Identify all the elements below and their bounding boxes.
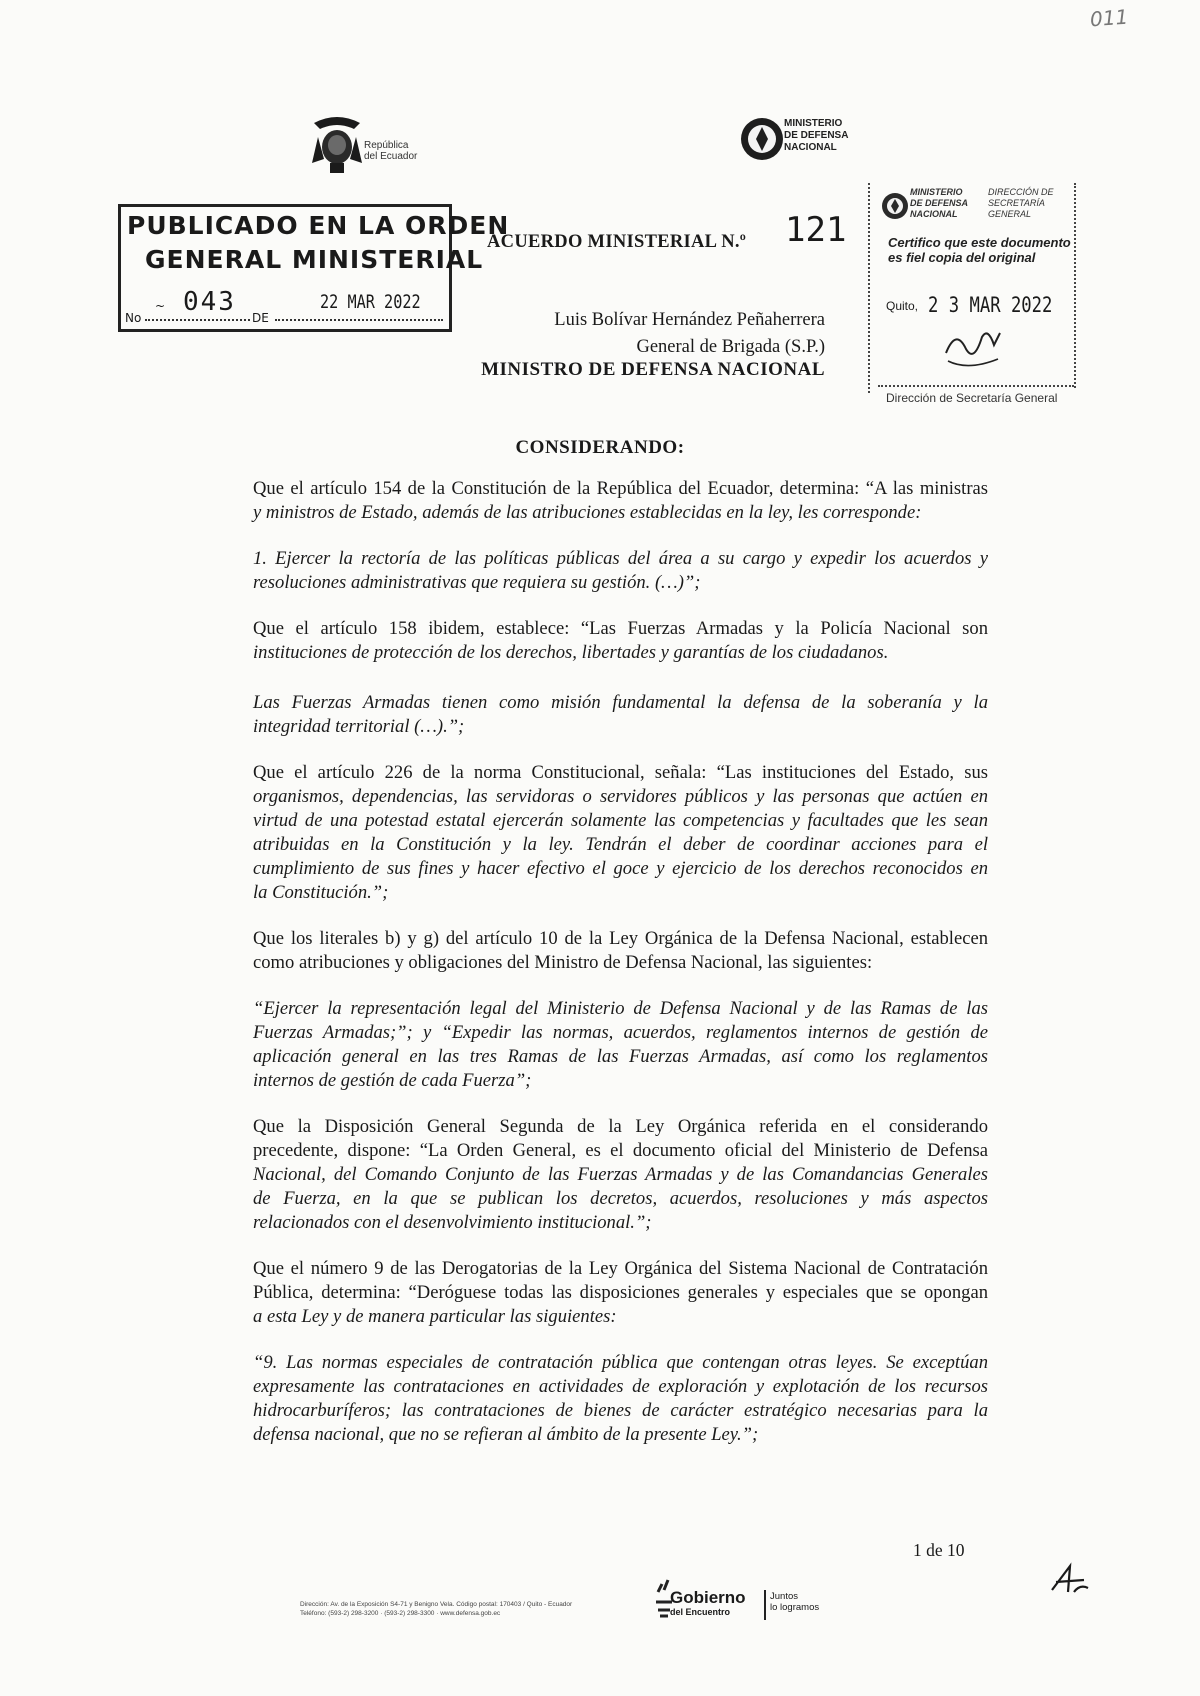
paragraph	[253, 761, 988, 905]
coat-of-arms-icon	[308, 115, 366, 177]
paragraph-line: defensa nacional, que no se refieran al ámbito de la presente Ley.”;	[253, 1424, 759, 1445]
signer-name: Luis Bolívar Hernández Peñaherrera	[554, 310, 825, 330]
signer-rank: General de Brigada (S.P.)	[636, 337, 825, 357]
handwritten-initials	[1048, 1562, 1092, 1598]
paragraph-line: la Constitución.”;	[253, 882, 389, 903]
paragraph-line: Pública, determina: “Deróguese todas las disposiciones generales y especiales que se opongan	[253, 1282, 988, 1303]
acuerdo-ministerial-label: ACUERDO MINISTERIAL N.º	[487, 232, 747, 252]
cert-stamp-date: 2 3 MAR 2022	[928, 293, 1053, 317]
paragraph	[253, 691, 988, 739]
republica-logo-text: República del Ecuador	[364, 140, 418, 162]
paragraph-line: “Ejercer la representación legal del Ministerio de Defensa Nacional y de las Ramas de las	[253, 998, 988, 1019]
gobierno-subtitle: del Encuentro	[670, 1607, 731, 1617]
stamp-de-label: DE	[252, 311, 269, 325]
paragraph-line: Nacional, del Comando Conjunto de las Fuerzas Armadas y de las Comandancias Generales	[253, 1164, 988, 1185]
paragraph-line: Que el artículo 158 ibidem, establece: “Las Fuerzas Armadas y la Policía Nacional son	[253, 618, 988, 639]
handwritten-signature	[938, 323, 1018, 373]
acuerdo-ministerial-number: 121	[785, 210, 847, 250]
paragraph	[253, 1115, 988, 1235]
ministry-seal-icon	[880, 191, 910, 221]
stamp-order-date: 22 MAR 2022	[320, 291, 421, 313]
paragraph-line: expresamente las contrataciones en actividades de exploración y explotación de los recursos	[253, 1376, 988, 1397]
paragraph-line: integridad territorial (…).”;	[253, 716, 465, 737]
ministry-seal-icon	[738, 115, 786, 163]
stamp-order-number: 043	[183, 287, 236, 317]
paragraph-line: internos de gestión de cada Fuerza”;	[253, 1070, 532, 1091]
page-number: 1 de 10	[913, 1540, 965, 1560]
ministerio-defensa-logo	[738, 113, 898, 173]
stamp-dotted-line	[275, 319, 443, 321]
paragraph-line: a esta Ley y de manera particular las siguientes:	[253, 1306, 617, 1327]
certification-stamp	[868, 183, 1078, 403]
paragraph-line: instituciones de protección de los derechos, libertades y garantías de los ciudadanos.	[253, 642, 889, 663]
paragraph	[253, 1257, 988, 1329]
paragraph-line: como atribuciones y obligaciones del Ministro de Defensa Nacional, las siguientes:	[253, 952, 873, 973]
cert-stamp-text: Certifico que este documento es fiel copia del original	[888, 235, 1071, 265]
stamp-dotted-line	[145, 319, 250, 321]
footer-address: Dirección: Av. de la Exposición S4-71 y Benigno Vela. Código postal: 170403 / Quito - Ecuador Teléfono: (593-2) 298-3200 · (593-2) 298-3300 · www.defensa.gob.ec	[300, 1601, 573, 1617]
paragraph-line: Las Fuerzas Armadas tienen como misión fundamental la defensa de la soberanía y la	[253, 692, 988, 713]
stamp-line-1: PUBLICADO EN LA ORDEN	[127, 211, 510, 240]
paragraph-line: virtud de una potestad estatal ejercerán solamente las competencias y facultades que les sean	[253, 810, 988, 831]
paragraph-line: de Fuerza, en la que se publican los decretos, acuerdos, resoluciones y más aspectos	[253, 1188, 988, 1209]
paragraph-line: aplicación general en las tres Ramas de las Fuerzas Armadas, así como los reglamentos	[253, 1046, 988, 1067]
paragraph	[253, 927, 988, 975]
paragraph	[253, 997, 988, 1093]
paragraph-line: Que los literales b) y g) del artículo 10 de la Ley Orgánica de la Defensa Nacional, establecen	[253, 928, 988, 949]
paragraph-line: “9. Las normas especiales de contratación pública que contengan otras leyes. Se exceptúan	[253, 1352, 988, 1373]
paragraph	[253, 617, 988, 665]
paragraph	[253, 1351, 988, 1447]
paragraph-line: cumplimiento de sus fines y hacer efectivo el goce y ejercicio de los derechos reconocidos en	[253, 858, 988, 879]
paragraph-line: Que el número 9 de las Derogatorias de la Ley Orgánica del Sistema Nacional de Contratación	[253, 1258, 988, 1279]
paragraph-line: atribuidas en la Constitución y la ley. Tendrán el deber de coordinar acciones para el	[253, 834, 988, 855]
considerando-heading: CONSIDERANDO:	[515, 437, 685, 458]
paragraph	[253, 477, 988, 525]
publicado-orden-stamp: PUBLICADO EN LA ORDEN GENERAL MINISTERIAL ~ 043 22 MAR 2022 No DE	[118, 204, 452, 332]
signer-title: MINISTRO DE DEFENSA NACIONAL	[481, 359, 825, 380]
gobierno-wordmark: Gobierno	[670, 1588, 746, 1607]
page-corner-annotation: 011	[1089, 4, 1129, 32]
gobierno-logo	[652, 1578, 852, 1638]
paragraph-line: Fuerzas Armadas;”; y “Expedir las normas, acuerdos, reglamentos internos de gestión de	[253, 1022, 988, 1043]
paragraph-line: Que la Disposición General Segunda de la Ley Orgánica referida en el considerando	[253, 1116, 988, 1137]
cert-stamp-ministry: MINISTERIO DE DEFENSA NACIONAL	[910, 187, 969, 219]
stamp-line-2: GENERAL MINISTERIAL	[145, 245, 484, 274]
paragraph-line: Que el artículo 226 de la norma Constitucional, señala: “Las instituciones del Estado, sus	[253, 762, 988, 783]
paragraph-line: 1. Ejercer la rectoría de las políticas públicas del área a su cargo y expedir los acuerdos y	[253, 548, 988, 569]
document-body	[253, 477, 988, 1447]
paragraph	[253, 547, 988, 595]
paragraph-line: y ministros de Estado, además de las atribuciones establecidas en la ley, les corresponde:	[253, 502, 922, 523]
cert-stamp-city: Quito,	[886, 299, 919, 313]
paragraph-line: resoluciones administrativas que requiera su gestión. (…)”;	[253, 572, 701, 593]
paragraph-line: precedente, dispone: “La Orden General, es el documento oficial del Ministerio de Defensa	[253, 1140, 988, 1161]
gobierno-slogan: Juntos lo logramos	[770, 1591, 820, 1613]
stamp-no-label: No	[125, 311, 142, 325]
paragraph-line: Que el artículo 154 de la Constitución de la República del Ecuador, determina: “A las ministras	[253, 478, 988, 499]
ministerio-logo-text: MINISTERIO DE DEFENSA NACIONAL	[784, 118, 849, 153]
paragraph-line: relacionados con el desenvolvimiento institucional.”;	[253, 1212, 652, 1233]
cert-stamp-footer: Dirección de Secretaría General	[886, 391, 1058, 405]
paragraph-line: hidrocarburíferos; las contrataciones de bienes de carácter estratégico necesarias para la	[253, 1400, 988, 1421]
cert-stamp-direccion: DIRECCIÓN DE SECRETARÍA GENERAL	[988, 187, 1054, 219]
paragraph-line: organismos, dependencias, las servidoras o servidores públicos y las personas que actúen en	[253, 786, 988, 807]
republica-ecuador-logo	[308, 115, 468, 175]
